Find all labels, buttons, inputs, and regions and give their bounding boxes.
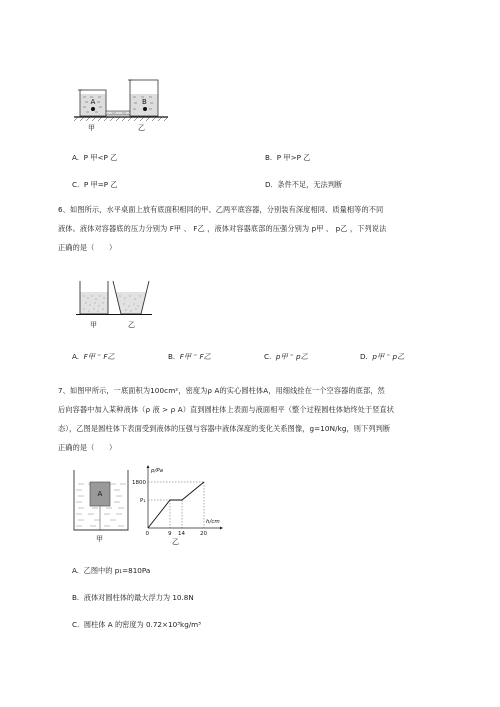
q7-y-axis-label: p/Pa	[151, 468, 164, 474]
container-jia	[80, 281, 108, 314]
q7-x-tick-20: 20	[200, 531, 207, 537]
q7-stem-line2: 后向容器中加入某种液体（ρ 液 > ρ A）直到圆柱体上表面与液面相平（整个过程圆柱体始终处于竖直状	[58, 405, 395, 414]
q7-y-tick-1800: 1800	[132, 480, 146, 486]
q7-stem-line1: 7、如图甲所示，一底面积为100cm²，密度为ρ A的实心圆柱体A，用细线拴在一个空容器的底部，然	[58, 386, 385, 395]
q5-option-c[interactable]: C. P 甲=P 乙	[72, 180, 118, 189]
q6-stem-line3: 正确的是（ ）	[58, 243, 117, 252]
q7-x-tick-0: 0	[145, 531, 149, 537]
q7-option-c[interactable]: C. 圆柱体 A 的密度为 0.72×10³kg/m³	[72, 620, 202, 629]
q6-stem-line1: 6、如图所示，水平桌面上放有底面积相同的甲、乙两平底容器，分别装有深度相同、质量相等的不同	[58, 205, 384, 214]
q5-label-b: B	[142, 98, 147, 106]
q6-option-d[interactable]: D. p甲 ⁼ p乙	[360, 352, 405, 361]
q7-stem	[58, 381, 468, 457]
q7-label-a: A	[97, 490, 103, 498]
q6-caption-yi: 乙	[128, 321, 135, 329]
q7-caption-yi: 乙	[172, 538, 179, 546]
q6-stem	[58, 200, 468, 257]
q7-x-tick-9: 9	[168, 531, 172, 537]
q6-caption-jia: 甲	[90, 321, 97, 329]
q5-option-a[interactable]: A. P 甲<P 乙	[72, 153, 118, 162]
q7-option-b[interactable]: B. 液体对圆柱体的最大浮力为 10.8N	[72, 593, 194, 602]
q7-x-axis-label: h/cm	[206, 519, 220, 525]
q7-y-tick-p1: P₁	[140, 498, 146, 504]
q6-option-c[interactable]: C. p甲 ⁼ p乙	[264, 352, 308, 361]
q5-figure	[70, 75, 180, 135]
q5-option-d[interactable]: D. 条件不足，无法判断	[265, 180, 343, 189]
q7-x-tick-14: 14	[178, 531, 185, 537]
pressure-curve	[148, 482, 204, 528]
q7-caption-jia: 甲	[96, 535, 103, 543]
q6-stem-line2: 液体。液体对容器底的压力分别为 F甲 、 F乙 ，液体对容器底部的压强分别为 p甲 、 p乙 ，下列说法	[58, 224, 387, 233]
q5-caption-yi: 乙	[138, 124, 145, 132]
q5-label-a: A	[90, 98, 96, 106]
q6-option-b[interactable]: B. F甲 ⁼ F乙	[168, 352, 211, 361]
q6-option-a[interactable]: A. F甲 ⁼ F乙	[72, 352, 115, 361]
container-yi	[113, 281, 149, 314]
q6-figure	[74, 278, 154, 332]
q5-option-b[interactable]: B. P 甲>P 乙	[265, 153, 311, 162]
q7-option-a[interactable]: A. 乙图中的 p₁=810Pa	[72, 566, 151, 575]
q7-container	[74, 470, 128, 530]
q7-figure	[70, 464, 240, 552]
q5-caption-jia: 甲	[88, 124, 95, 132]
q7-stem-line4: 正确的是（ ）	[58, 443, 117, 452]
q7-stem-line3: 态），乙图是圆柱体下表面受到液体的压强与容器中液体深度的变化关系图像，g=10N/kg，则下列判断	[58, 424, 391, 433]
q7-graph	[132, 465, 223, 537]
